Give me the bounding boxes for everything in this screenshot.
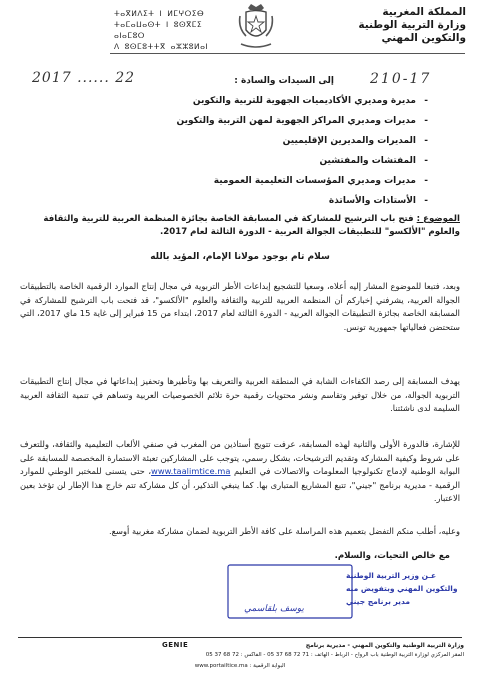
- reference-number: 210-17: [370, 71, 432, 87]
- footer-divider: [18, 637, 462, 638]
- addressee-heading: إلى السيدات والسادة :: [234, 76, 334, 86]
- list-item: - الأستاذات والأساتذة: [128, 196, 428, 207]
- list-item: - المفتشات والمفتشين: [128, 156, 428, 167]
- signature: يوسف بلقاسمي: [244, 604, 304, 614]
- footer-ministry: وزارة التربية الوطنية والتكوين المهني - مديرية برنامج: [305, 642, 464, 649]
- list-item: - مديرة ومديري الأكاديميات الجهوية للتربية والتكوين: [128, 96, 428, 107]
- subject-label: الموضوع :: [416, 214, 460, 224]
- reference-date: 2017 ...... 22: [32, 70, 136, 86]
- ministry-line-1: المملكة المغربية: [382, 6, 466, 18]
- stamp-line-2: والتكوين المهني وبتفويض منه: [346, 584, 458, 593]
- tifinagh-line-3: ⴷ ⵓⵙⵎⵓⵜⵜⴳ ⴰⵣⵣⵓⵍⴰⵏ: [114, 42, 209, 51]
- body-paragraph-1: وبعد، فتبعا للموضوع المشار إليه أعلاه، وسعيا للتشجيع إبداعات الأطر التربوية في مجال إنتاج الموارد الرقمية الخاصة بالتطبيقات الجوالة العربية، يشرفني إخباركم أن المنظمة العربية للتربية والثقافة والعلوم "الألكسو"، قد فتحت باب الترشيح للمشاركة في المسابقة الخاصة بجائزة التطبيقات الجوالة العربية - الدورة الثالثة لعام 2017، ابتداء من 15 فبراير إلى غاية 15 ماي 2017، التي ستحتضن فعالياتها جمهورية تونس.: [20, 281, 460, 332]
- subject-text: فتح باب الترشيح للمشاركة في المسابقة الخاصة بجائزة المنظمة العربية للتربية والثقافة والعلوم "الألكسو" للتطبيقات الجوالة العربية - الدورة الثالثة لعام 2017.: [43, 214, 460, 237]
- ministry-name-tifinagh: [114, 8, 224, 52]
- tifinagh-line-1: ⵜⴰⴳⵍⴷⵉⵜ ⵏ ⵍⵎⵖⵔⵉⴱ: [114, 9, 205, 18]
- footer-address: المقر المركزي لوزارة التربية الوطنية باب الرواح - الرباط - الهاتف : 71 72 68 37 05 - الفاكس : 72 68 37 05: [205, 652, 464, 658]
- body-paragraph-2: يهدف المسابقة إلى رصد الكفاءات الشابة في المنطقة العربية والتعريف بها وتأطيرها وتحفيز إبداعاتها في مجال إنتاج التطبيقات التربوية الجوالة، من خلال توفير وتقاسم ونشر محتويات رقمية حرة تلائم الخصوصيات العربية وتساهم في تنمية الثقافة العربية السليمة لدى ناشئتنا.: [20, 376, 460, 413]
- list-item: - مديرات ومديري المراكز الجهوية لمهن التربية والتكوين: [128, 116, 428, 127]
- ministry-line-2: وزارة التربية الوطنية: [358, 19, 466, 31]
- ministry-line-3: والتكوين المهني: [381, 32, 466, 44]
- stamp-line-3: مدير برنامج جيني: [346, 597, 410, 606]
- royal-emblem-icon: [236, 2, 276, 50]
- body-paragraph-4: وعليه، أطلب منكم التفضل بتعميم هذه المراسلة على كافة الأطر التربوية لضمان مشاركة مغربية أوسع.: [108, 526, 460, 536]
- subject-line: [20, 213, 460, 239]
- closing-line: مع خالص التحيات، والسلام.: [334, 551, 450, 561]
- list-item: - المديرات والمديرين الإقليميين: [128, 136, 428, 147]
- footer-portal: البوابة الرقمية : www.portailtice.ma: [194, 663, 286, 669]
- stamp-line-1: عـن وزير التربية الوطنية: [346, 571, 437, 580]
- paragraph-3-text-end: ، حتى يتسنى للمختبر الوطني للموارد الرقمية - مديرية برنامج "جيني"، تتبع المشاريع المتبارى بها. كما ينبغي التذكير، أن كل مشاركة تتم خارج هذا الإطار لن تؤخذ بعين الاعتبار.: [20, 466, 460, 503]
- footer-program: GENIE: [162, 641, 189, 649]
- list-item: - مديرات ومديري المؤسسات التعليمية العمومية: [128, 176, 428, 187]
- header-divider: [110, 53, 465, 54]
- recipient-list: [128, 96, 428, 216]
- salutation: سلام تام بوجود مولانا الإمام، المؤيد بالله: [150, 252, 330, 262]
- ministry-name-arabic: [336, 6, 466, 45]
- taalimtice-link[interactable]: www.taalimtice.ma: [151, 466, 231, 476]
- tifinagh-line-2: ⵜⴰⵎⴰⵡⴰⵙⵜ ⵏ ⵓⵙⴳⵎⵉ ⴰⵏⴰⵎⵓⵔ: [114, 20, 203, 40]
- paragraph-3-text: للإشارة، فالدورة الأولى والثانية لهذه المسابقة، عرفت تتويج أستاذين من المغرب في صنفي الألعاب التعليمية والثقافة، وللتعرف على شروط وكيفية المشاركة وتقديم الترشيحات، بشكل رسمي، يتوجب على المشاركين تعبئة الاستمارة المخصصة للمسابقة على البوابة الوطنية لإدماج تكنولوجيا المعلومات والاتصالات في التعليم: [20, 439, 460, 476]
- body-paragraph-3: [20, 438, 460, 506]
